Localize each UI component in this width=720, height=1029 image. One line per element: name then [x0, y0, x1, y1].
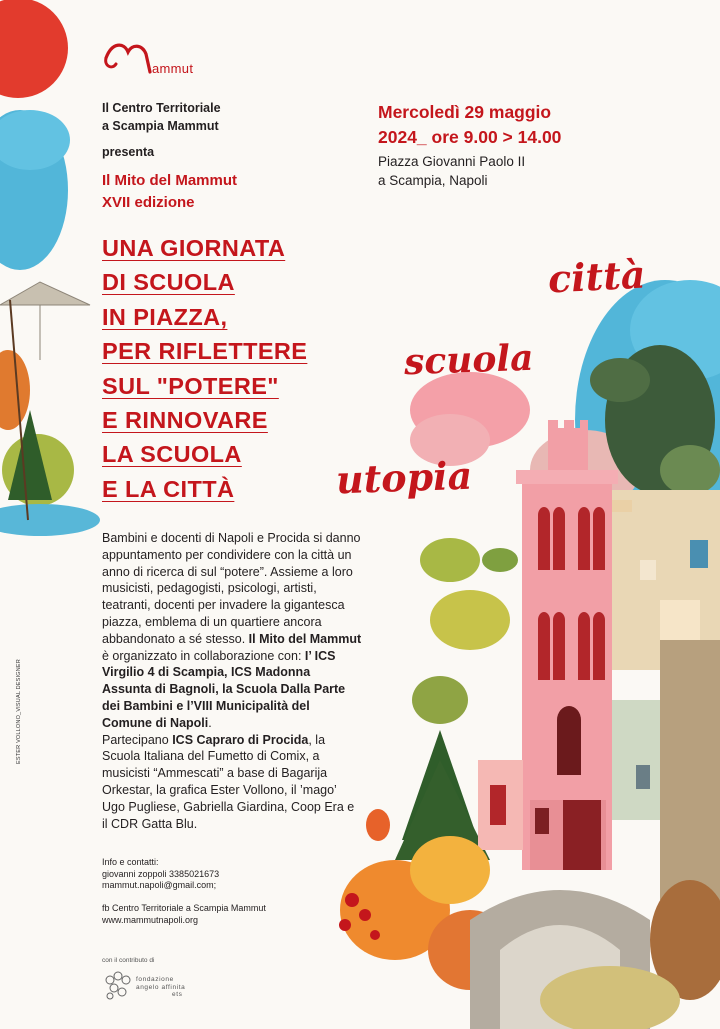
- facebook-page: fb Centro Territoriale a Scampia Mammut: [102, 903, 266, 913]
- headline-line: UNA GIORNATA: [102, 235, 286, 261]
- website-link[interactable]: www.mammutnapoli.org: [102, 914, 199, 925]
- contact-email[interactable]: mammut.napoli@gmail.com;: [102, 880, 217, 890]
- art-word-scuola: scuola: [403, 336, 535, 384]
- event-edition: XVII edizione: [102, 194, 195, 211]
- headline-line: IN PIAZZA,: [102, 303, 228, 330]
- fondazione-line-3: ets: [172, 991, 183, 998]
- participants-list: , la Scuola Italiana del Fumetto di Comix, a musicisti “Ammescati” a base di Bagarija Orkestar, la grafica Ester Vollono, il ’mago’ Ugo Pugliese, Gabriella Giardina, Coop Era e il CDR Gatta Blu.: [102, 732, 355, 831]
- event-place: [378, 152, 525, 190]
- presenta-label: presenta: [102, 145, 155, 159]
- headline-line: PER RIFLETTERE: [102, 338, 308, 365]
- headline: [102, 231, 307, 506]
- contacts-title: Info e contatti:: [102, 857, 159, 867]
- organizer-line-2: a Scampia Mammut: [102, 119, 219, 133]
- fondazione-line-2: angelo affinita: [136, 983, 186, 991]
- organizer-line-1: Il Centro Territoriale: [102, 101, 221, 115]
- headline-line: LA SCUOLA: [102, 441, 242, 468]
- event-date: [378, 100, 561, 150]
- art-word-citta: città: [546, 251, 647, 302]
- designer-credit: ESTER VOLLONO_VISUAL DESIGNER: [16, 659, 22, 764]
- description-intro: Bambini e docenti di Napoli e Procida si danno appuntamento per condividere con la città un anno di ricerca di sul “potere”. Assieme a loro musicisti, pedagogisti, psicologi, artisti, teatranti, docenti per invadere la gigantesca piazza, emblema di un quartiere ancora abbandonato a sé stesso.: [102, 531, 361, 646]
- logo-wordmark: ammut: [152, 61, 194, 76]
- art-word-utopia: utopia: [335, 452, 473, 503]
- description-organized: è organizzato in collaborazione con:: [102, 648, 302, 663]
- red-sun-shape: [0, 0, 68, 98]
- event-title-line-1: Il Mito del Mammut: [102, 172, 237, 189]
- event-description: [102, 530, 362, 832]
- contacts: [102, 857, 266, 926]
- event-date-line-1: Mercoledì 29 maggio: [378, 102, 552, 122]
- designer-credit-wrap: [16, 659, 24, 764]
- organizer: [102, 99, 342, 135]
- mito-highlight: Il Mito del Mammut: [248, 631, 362, 646]
- headline-line: DI SCUOLA: [102, 269, 235, 296]
- umbrella-shape: [0, 282, 90, 305]
- event-place-line-1: Piazza Giovanni Paolo II: [378, 154, 526, 169]
- participants-label: Partecipano: [102, 732, 169, 747]
- event-date-line-2: 2024_ ore 9.00 > 14.00: [378, 127, 562, 147]
- fondazione-name: [136, 976, 185, 999]
- fondazione-line-1: fondazione: [136, 976, 174, 983]
- event-title: [102, 170, 237, 214]
- contact-phone: giovanni zoppoli 3385021673: [102, 868, 220, 879]
- event-place-line-2: a Scampia, Napoli: [378, 173, 488, 188]
- contribution-label: con il contributo di: [102, 957, 155, 964]
- headline-line: SUL "POTERE": [102, 372, 279, 399]
- headline-line: E RINNOVARE: [102, 407, 268, 434]
- partner-schools: I’ ICS Virgilio 4 di Scampia, ICS Madonna Assunta di Bagnoli, la Scuola Dalla Parte dei Bambini e l’VIII Municipalità del Comune di Napoli: [102, 648, 346, 730]
- period: .: [208, 715, 212, 730]
- headline-line: E LA CITTÀ: [102, 475, 235, 502]
- procida-school: ICS Capraro di Procida: [172, 732, 309, 747]
